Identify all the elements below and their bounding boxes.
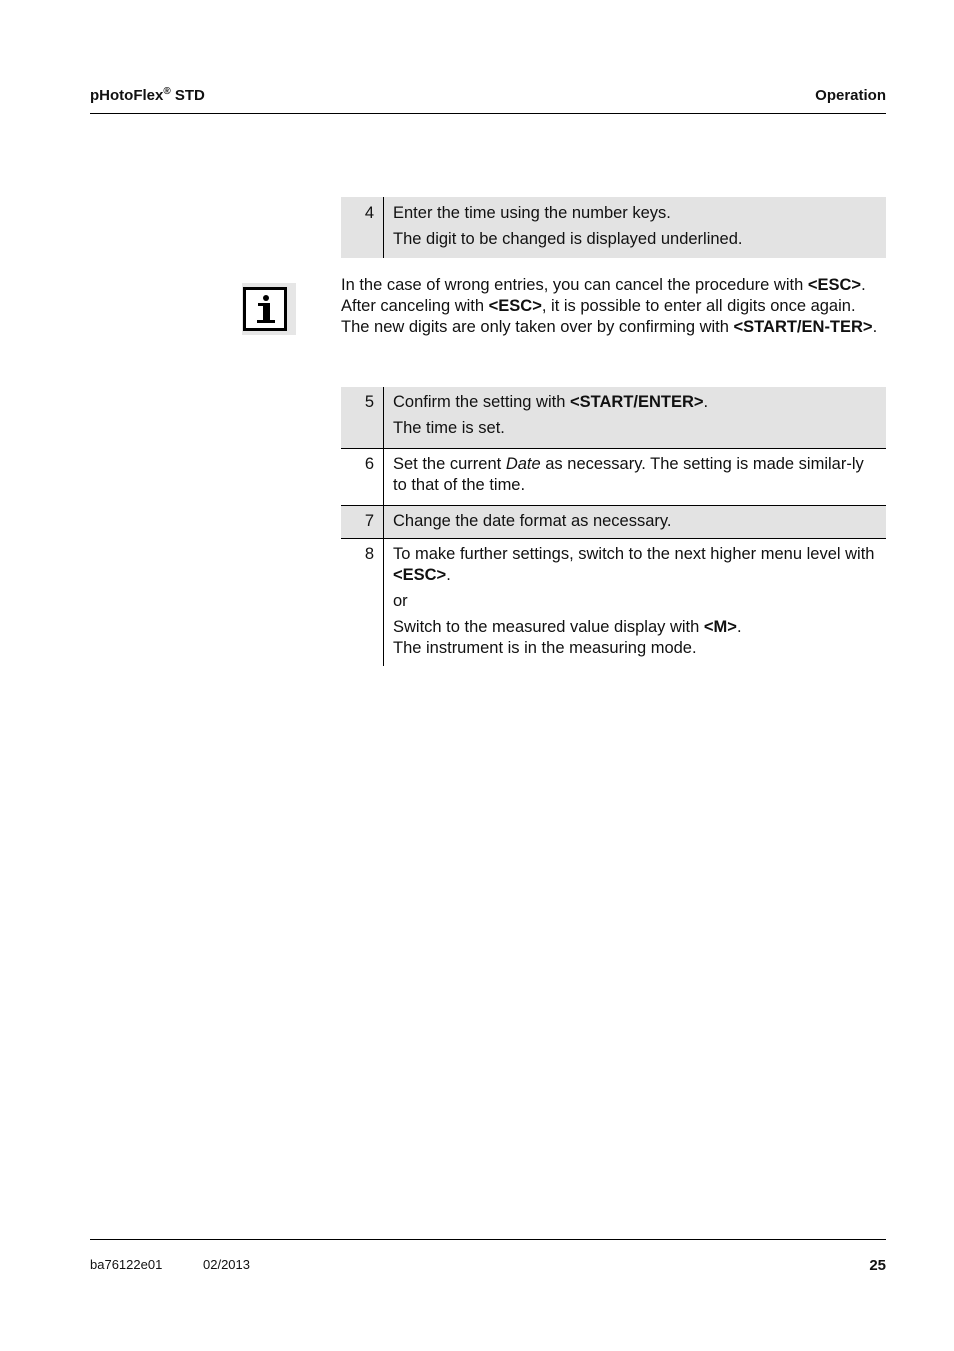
info-icon [242, 283, 296, 335]
step-row-6 [341, 448, 886, 505]
step-number: 6 [341, 449, 384, 505]
step-number: 7 [341, 506, 384, 538]
step-result: The instrument is in the measuring mode. [393, 639, 697, 657]
step-row-7 [341, 505, 886, 538]
step-instruction: Change the date format as necessary. [393, 512, 672, 530]
step-text [384, 506, 886, 538]
step-instruction: Enter the time using the number keys. [393, 204, 671, 222]
step-row-5 [341, 387, 886, 448]
step-instruction: To make further settings, switch to the next higher menu level with <ESC>. [393, 545, 875, 584]
step-text [384, 387, 886, 448]
header-rule [90, 113, 886, 114]
step-instruction: Set the current Date as necessary. The setting is made similar-ly to that of the time. [393, 455, 864, 494]
footer-rule [90, 1239, 886, 1240]
step-text [384, 449, 886, 505]
running-header-section: Operation [815, 87, 886, 104]
step-table-a [341, 197, 886, 258]
step-number: 5 [341, 387, 384, 448]
step-number: 4 [341, 197, 384, 258]
footer-doc-code: ba76122e01 [90, 1257, 163, 1272]
step-instruction: Confirm the setting with <START/ENTER>. [393, 393, 709, 411]
note-text: In the case of wrong entries, you can cancel the procedure with <ESC>. After canceling with <ESC>, it is possible to enter all digits once again. The new digits are only taken over by confirming with <START/EN-TER>. [341, 276, 878, 336]
step-result: The digit to be changed is displayed underlined. [393, 230, 743, 248]
key-esc: <ESC> [488, 297, 542, 315]
key-start-enter: <START/EN-TER> [733, 318, 873, 336]
running-header-product: pHotoFlex® STD [90, 86, 205, 104]
key-start-enter: <START/ENTER> [570, 393, 704, 411]
step-row-4 [341, 197, 886, 258]
step-or: or [393, 592, 408, 610]
key-esc: <ESC> [807, 276, 862, 294]
step-table-b [341, 387, 886, 666]
footer-date: 02/2013 [203, 1257, 250, 1272]
step-text [384, 539, 886, 666]
step-row-8 [341, 538, 886, 666]
key-m: <M> [703, 618, 737, 636]
page-number: 25 [869, 1257, 886, 1274]
registered-mark: ® [163, 86, 171, 97]
step-alternative: Switch to the measured value display with <M>. The instrument is in the measuring mode. [393, 618, 742, 657]
menu-item-date: Date [505, 455, 541, 473]
step-result: The time is set. [393, 419, 505, 437]
step-text [384, 197, 886, 258]
key-esc: <ESC> [393, 566, 447, 584]
step-number: 8 [341, 539, 384, 666]
